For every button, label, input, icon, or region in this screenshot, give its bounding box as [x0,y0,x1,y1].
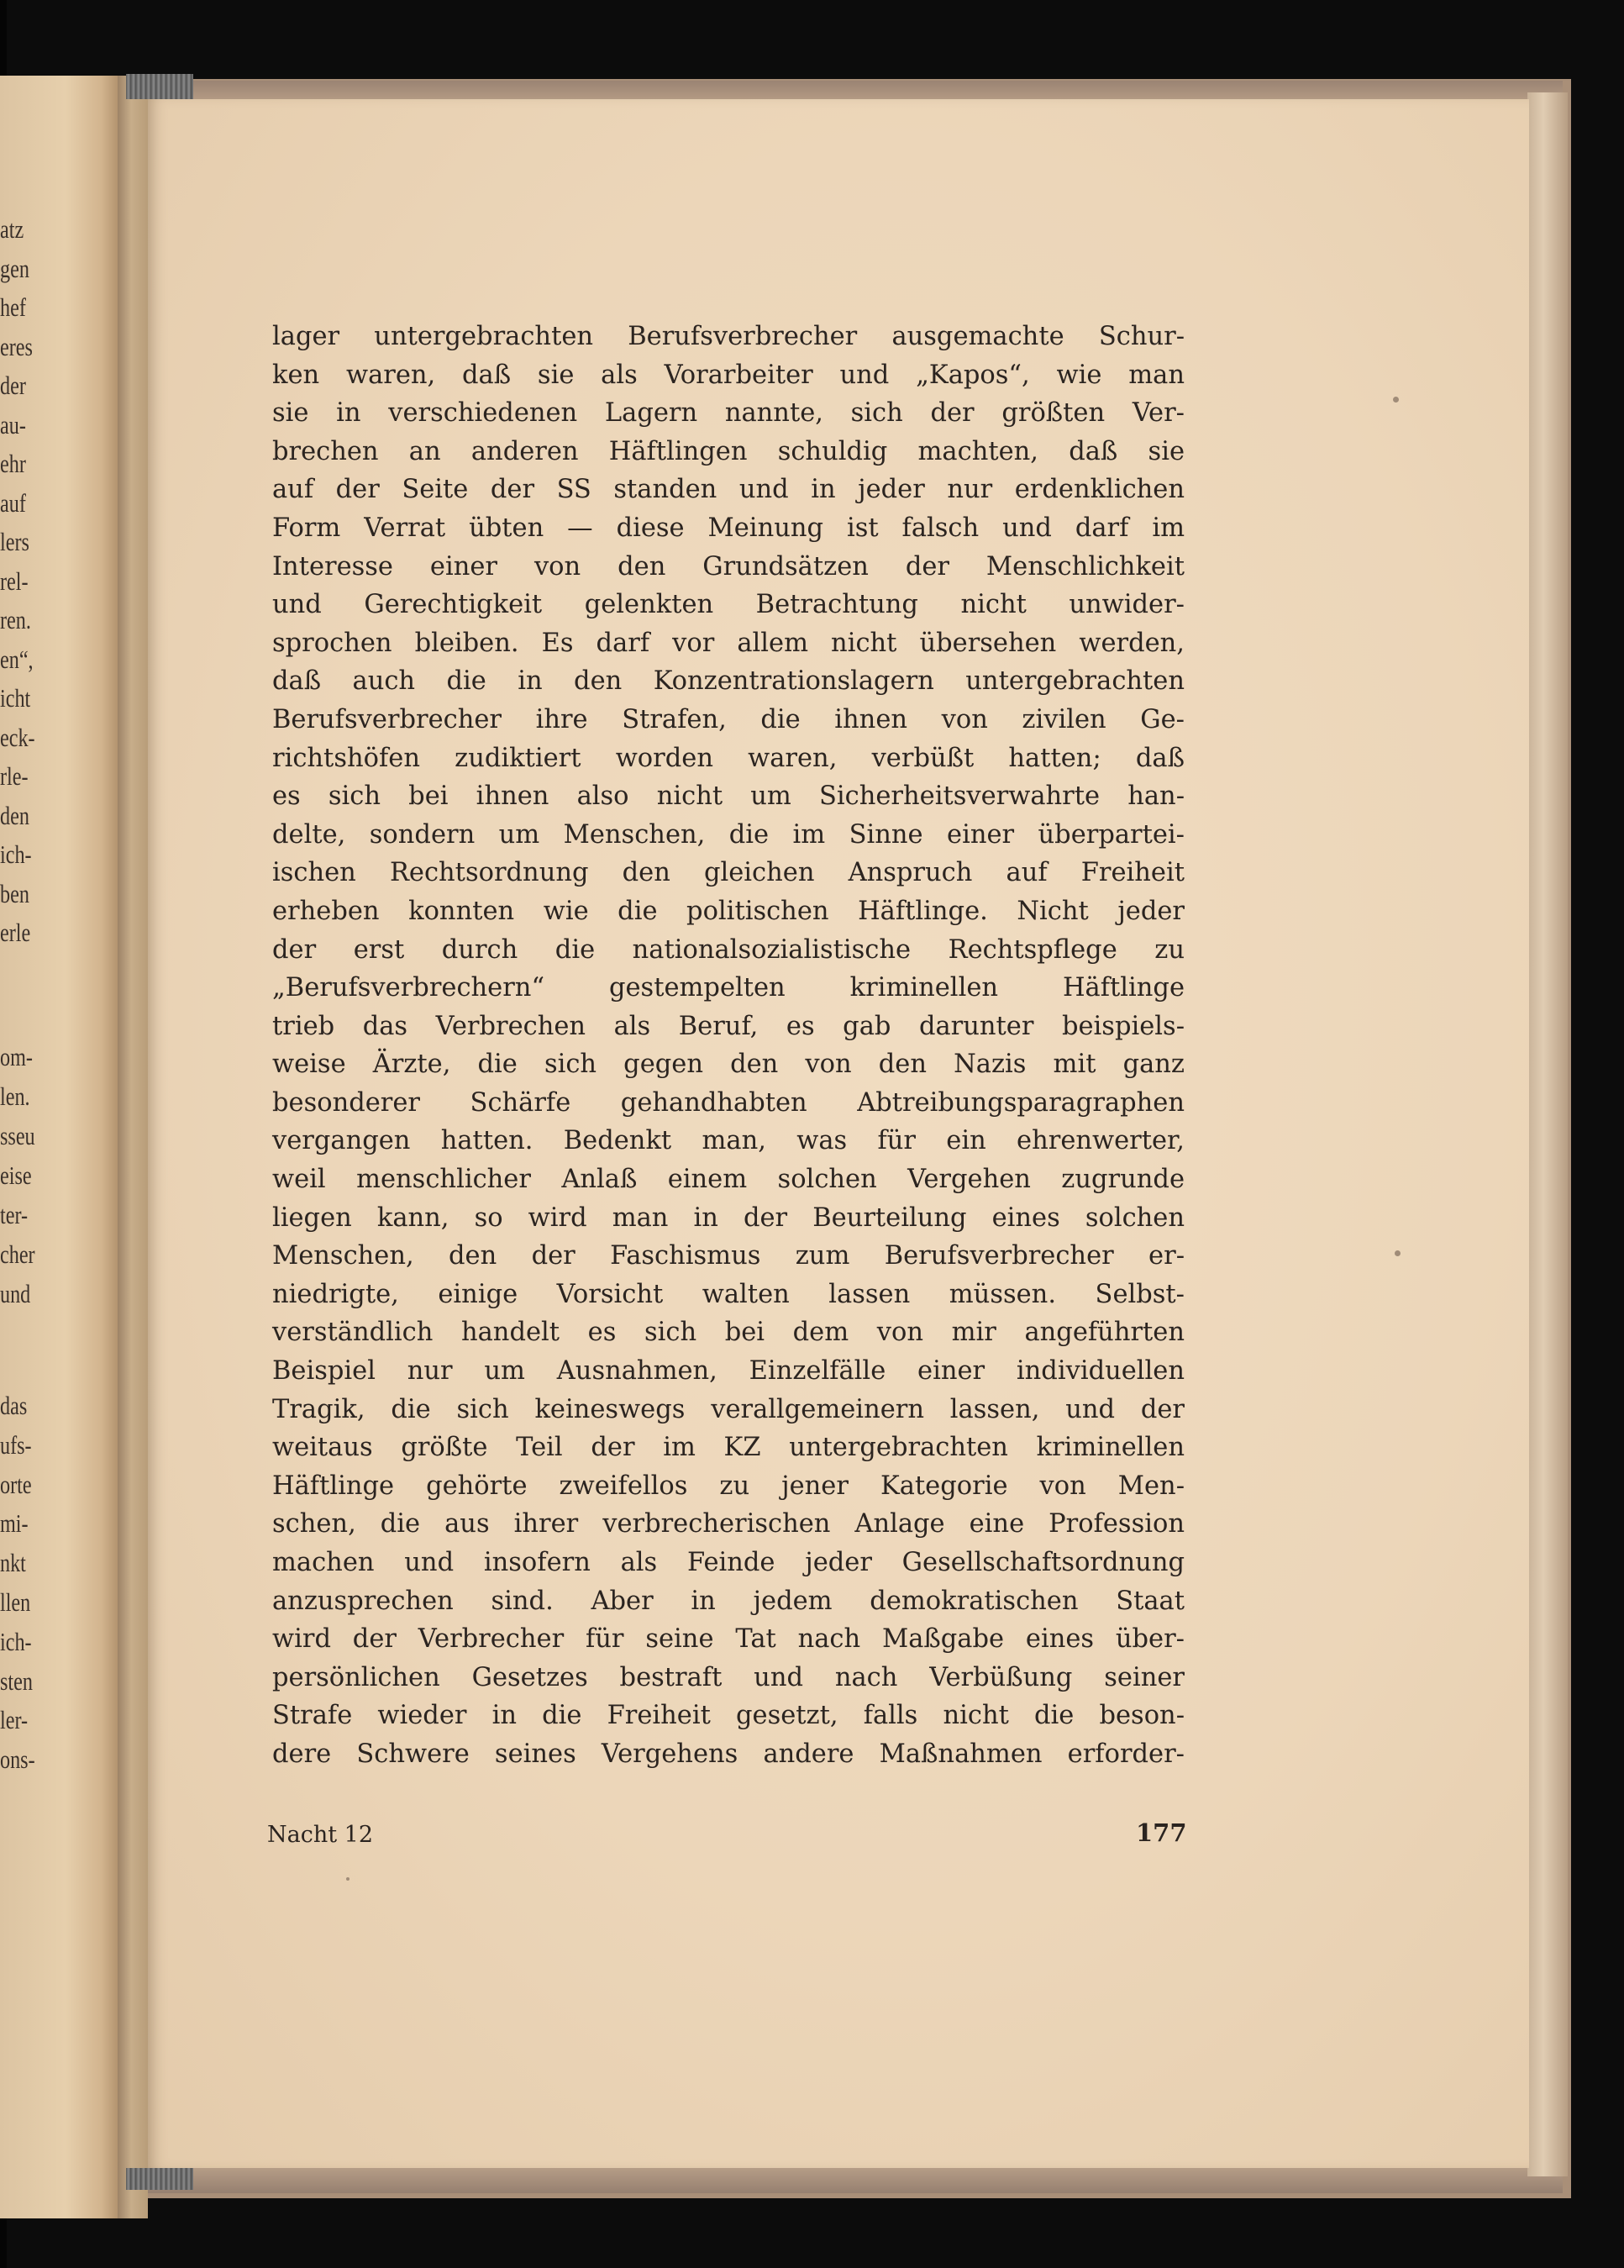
previous-page-fragment: cher [0,1239,35,1269]
previous-page-fragment: ich- [0,839,32,869]
previous-page-fragment: sseu [0,1121,35,1150]
text-line: weise Ärzte, die sich gegen den von den Nazis mit ganz [272,1050,1185,1080]
paper-speck [346,1877,350,1881]
previous-page-fragment: gen [0,253,29,283]
previous-page-fragment: en“, [0,644,34,674]
previous-page-fragment: rel- [0,566,29,596]
previous-page-edge [0,76,119,2218]
paper-speck [1393,397,1399,403]
previous-page-fragment: len. [0,1081,30,1111]
text-line: verständlich handelt es sich bei dem von mir angeführten [272,1318,1185,1348]
text-line: dere Schwere seines Vergehens andere Maßnahmen erforder- [272,1739,1185,1769]
previous-page-fragment: nkt [0,1548,26,1578]
cover-board-top-edge [143,81,1563,101]
text-line: Berufsverbrecher ihre Strafen, die ihnen von zivilen Ge- [272,704,1185,734]
previous-page-fragment: au- [0,409,26,439]
previous-page-fragment: ons- [0,1744,35,1775]
text-line: liegen kann, so wird man in der Beurteilung eines solchen [272,1202,1185,1233]
text-line: sie in verschiedenen Lagern nannte, sich der größten Ver- [272,398,1185,429]
previous-page-fragment: llen [0,1587,31,1617]
text-line: Menschen, den der Faschismus zum Berufsverbrecher er- [272,1241,1185,1271]
text-line: es sich bei ihnen also nicht um Sicherheitsverwahrte han- [272,781,1185,812]
text-line: trieb das Verbrechen als Beruf, es gab darunter beispiels- [272,1011,1185,1041]
previous-page-fragment: sten [0,1665,33,1696]
previous-page-fragment: lers [0,527,29,556]
spine-cloth-bottom [126,2168,193,2190]
text-line: machen und insofern als Feinde jeder Gesellschaftsordnung [272,1548,1185,1577]
footer-signature: Nacht 12 [267,1822,374,1848]
text-line: lager untergebrachten Berufsverbrecher ausgemachte Schur- [272,322,1185,351]
previous-page-fragment: eise [0,1160,32,1190]
text-line: weitaus größte Teil der im KZ untergebrachten kriminellen [272,1433,1185,1463]
text-line: „Berufsverbrechern“ gestempelten kriminellen Häftlinge [272,973,1185,1003]
previous-page-fragment: auf [0,487,26,518]
text-line: vergangen hatten. Bedenkt man, was für ein ehrenwerter, [272,1126,1185,1156]
text-line: brechen an anderen Häftlingen schuldig machten, daß sie [272,436,1185,466]
previous-page-fragment: hef [0,292,26,322]
previous-page-fragment: der [0,371,26,400]
previous-page-fragment: orte [0,1469,32,1499]
cover-board-bottom-edge [143,2165,1563,2193]
text-line: Interesse einer von den Grundsätzen der Menschlichkeit [272,551,1185,581]
text-line: ischen Rechtsordnung den gleichen Anspruch auf Freiheit [272,858,1185,888]
previous-page-fragment: ben [0,878,29,908]
page-body-text [272,318,1185,1774]
text-line: weil menschlicher Anlaß einem solchen Vergehen zugrunde [272,1165,1185,1195]
text-line: ken waren, daß sie als Vorarbeiter und „Kapos“, wie man [272,360,1185,390]
text-line: Beispiel nur um Ausnahmen, Einzelfälle einer individuellen [272,1356,1185,1387]
previous-page-fragment: ich- [0,1626,32,1656]
text-line: Häftlinge gehörte zweifellos zu jener Kategorie von Men- [272,1471,1185,1501]
page-stack-edge [1527,92,1568,2176]
text-line: Tragik, die sich keineswegs verallgemeinern lassen, und der [272,1394,1185,1424]
previous-page-fragment: eres [0,331,33,361]
previous-page-fragment: om- [0,1042,33,1071]
previous-page-fragment: erle [0,918,31,947]
previous-page-fragment: ren. [0,605,31,634]
text-line: besonderer Schärfe gehandhabten Abtreibungsparagraphen [272,1087,1185,1118]
text-line: persönlichen Gesetzes bestraft und nach Verbüßung seiner [272,1662,1185,1692]
book-spine [118,76,148,2218]
previous-page-fragment: ehr [0,449,26,478]
previous-page-fragment: ler- [0,1705,29,1735]
text-line: daß auch die in den Konzentrationslagern untergebrachten [272,666,1185,697]
text-line: erheben konnten wie die politischen Häftlinge. Nicht jeder [272,896,1185,926]
previous-page-fragment: mi- [0,1508,29,1539]
paper-speck [1395,1250,1401,1256]
text-line: richtshöfen zudiktiert worden waren, verbüßt hatten; daß [272,743,1185,773]
previous-page-fragment: rle- [0,761,29,791]
text-line: anzusprechen sind. Aber in jedem demokratischen Staat [272,1586,1185,1616]
spine-cloth-top [126,74,193,99]
text-line: sprochen bleiben. Es darf vor allem nicht übersehen werden, [272,628,1185,658]
previous-page-fragment: ter- [0,1200,29,1229]
text-line: wird der Verbrecher für seine Tat nach Maßgabe eines über- [272,1624,1185,1655]
previous-page-fragment: atz [0,214,24,244]
text-line: und Gerechtigkeit gelenkten Betrachtung nicht unwider- [272,590,1185,620]
text-line: schen, die aus ihrer verbrecherischen Anlage eine Profession [272,1509,1185,1539]
previous-page-fragment: eck- [0,722,35,752]
previous-page-fragment: icht [0,683,31,713]
text-line: Form Verrat übten — diese Meinung ist falsch und darf im [272,513,1185,543]
text-line: auf der Seite der SS standen und in jeder nur erdenklichen [272,475,1185,505]
previous-page-fragment: das [0,1391,28,1420]
previous-page-fragment: ufs- [0,1429,32,1460]
text-line: Strafe wieder in die Freiheit gesetzt, falls nicht die beson- [272,1701,1185,1731]
previous-page-fragment: und [0,1279,31,1308]
text-line: niedrigte, einige Vorsicht walten lassen müssen. Selbst- [272,1279,1185,1309]
text-line: der erst durch die nationalsozialistische Rechtspflege zu [272,934,1185,965]
previous-page-fragment: den [0,800,29,830]
text-line: delte, sondern um Menschen, die im Sinne einer überpartei- [272,819,1185,850]
page-number: 177 [1136,1818,1187,1847]
